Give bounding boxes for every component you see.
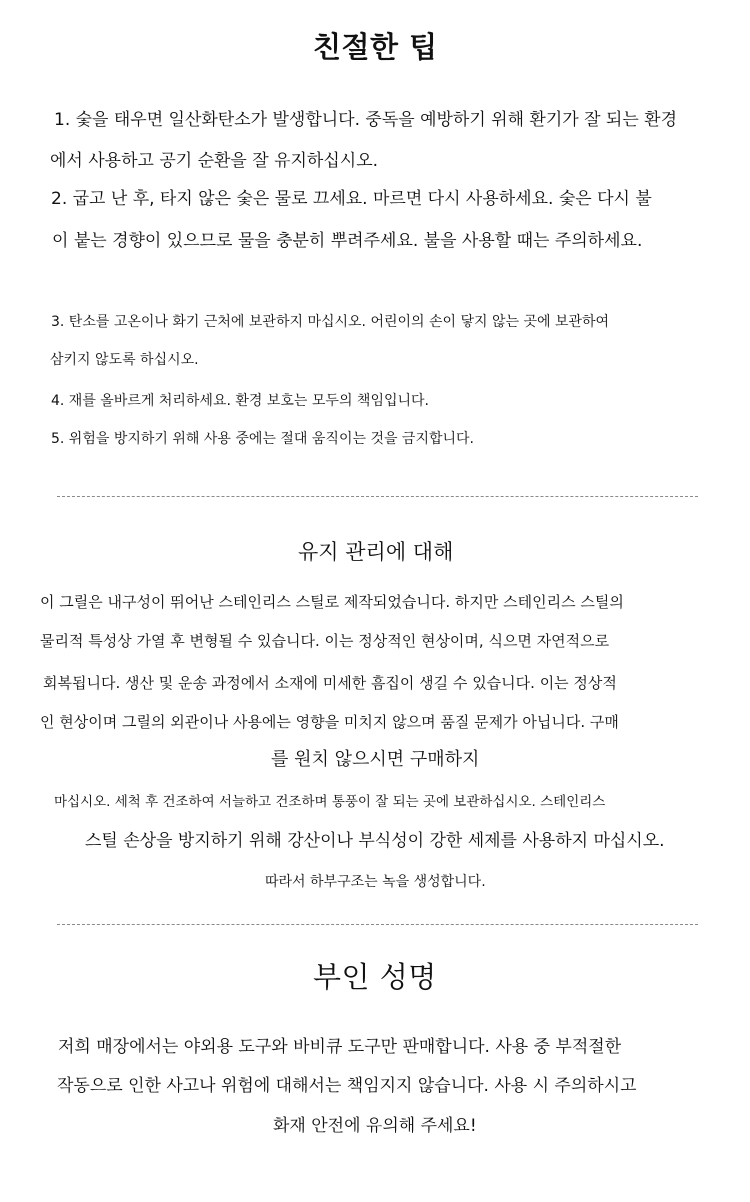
maintenance-line: 이 그릴은 내구성이 뛰어난 스테인리스 스틸로 제작되었습니다. 하지만 스테인리스 스틸의 xyxy=(40,593,624,611)
tips-title: 친절한 팁 xyxy=(313,30,438,64)
tip-line: 1. 숯을 태우면 일산화탄소가 발생합니다. 중독을 예방하기 위해 환기가 잘 되는 환경 xyxy=(54,110,677,130)
maintenance-line: 인 현상이며 그릴의 외관이나 사용에는 영향을 미치지 않으며 품질 문제가 아닙니다. 구매 xyxy=(40,713,619,731)
maintenance-line: 따라서 하부구조는 녹을 생성합니다. xyxy=(265,874,486,890)
maintenance-title: 유지 관리에 대해 xyxy=(298,540,454,564)
maintenance-line: 마십시오. 세척 후 건조하여 서늘하고 건조하며 통풍이 잘 되는 곳에 보관하십시오. 스테인리스 xyxy=(54,794,606,810)
disclaimer-line: 저희 매장에서는 야외용 도구와 바비큐 도구만 판매합니다. 사용 중 부적절한 xyxy=(58,1037,622,1057)
maintenance-line: 스틸 손상을 방지하기 위해 강산이나 부식성이 강한 세제를 사용하지 마십시오. xyxy=(85,831,665,851)
tip-line: 삼키지 않도록 하십시오. xyxy=(50,352,199,368)
section-divider xyxy=(57,924,698,925)
tip-line: 4. 재를 올바르게 처리하세요. 환경 보호는 모두의 책임입니다. xyxy=(51,393,429,409)
disclaimer-line: 작동으로 인한 사고나 위험에 대해서는 책임지지 않습니다. 사용 시 주의하시고 xyxy=(57,1076,637,1096)
maintenance-line: 를 원치 않으시면 구매하지 xyxy=(271,749,480,770)
tip-line: 2. 굽고 난 후, 타지 않은 숯은 물로 끄세요. 마르면 다시 사용하세요. 숯은 다시 불 xyxy=(51,189,652,209)
maintenance-line: 물리적 특성상 가열 후 변형될 수 있습니다. 이는 정상적인 현상이며, 식으면 자연적으로 xyxy=(40,632,610,650)
tip-line: 에서 사용하고 공기 순환을 잘 유지하십시오. xyxy=(50,151,379,171)
disclaimer-line: 화재 안전에 유의해 주세요! xyxy=(273,1116,477,1136)
tip-line: 3. 탄소를 고온이나 화기 근처에 보관하지 마십시오. 어린이의 손이 닿지 않는 곳에 보관하여 xyxy=(51,314,610,330)
tip-line: 5. 위험을 방지하기 위해 사용 중에는 절대 움직이는 것을 금지합니다. xyxy=(51,431,475,447)
maintenance-line: 회복됩니다. 생산 및 운송 과정에서 소재에 미세한 흠집이 생길 수 있습니다. 이는 정상적 xyxy=(43,674,617,692)
section-divider xyxy=(57,496,698,497)
tip-line: 이 붙는 경향이 있으므로 물을 충분히 뿌려주세요. 불을 사용할 때는 주의하세요. xyxy=(52,231,643,251)
disclaimer-title: 부인 성명 xyxy=(313,960,437,994)
